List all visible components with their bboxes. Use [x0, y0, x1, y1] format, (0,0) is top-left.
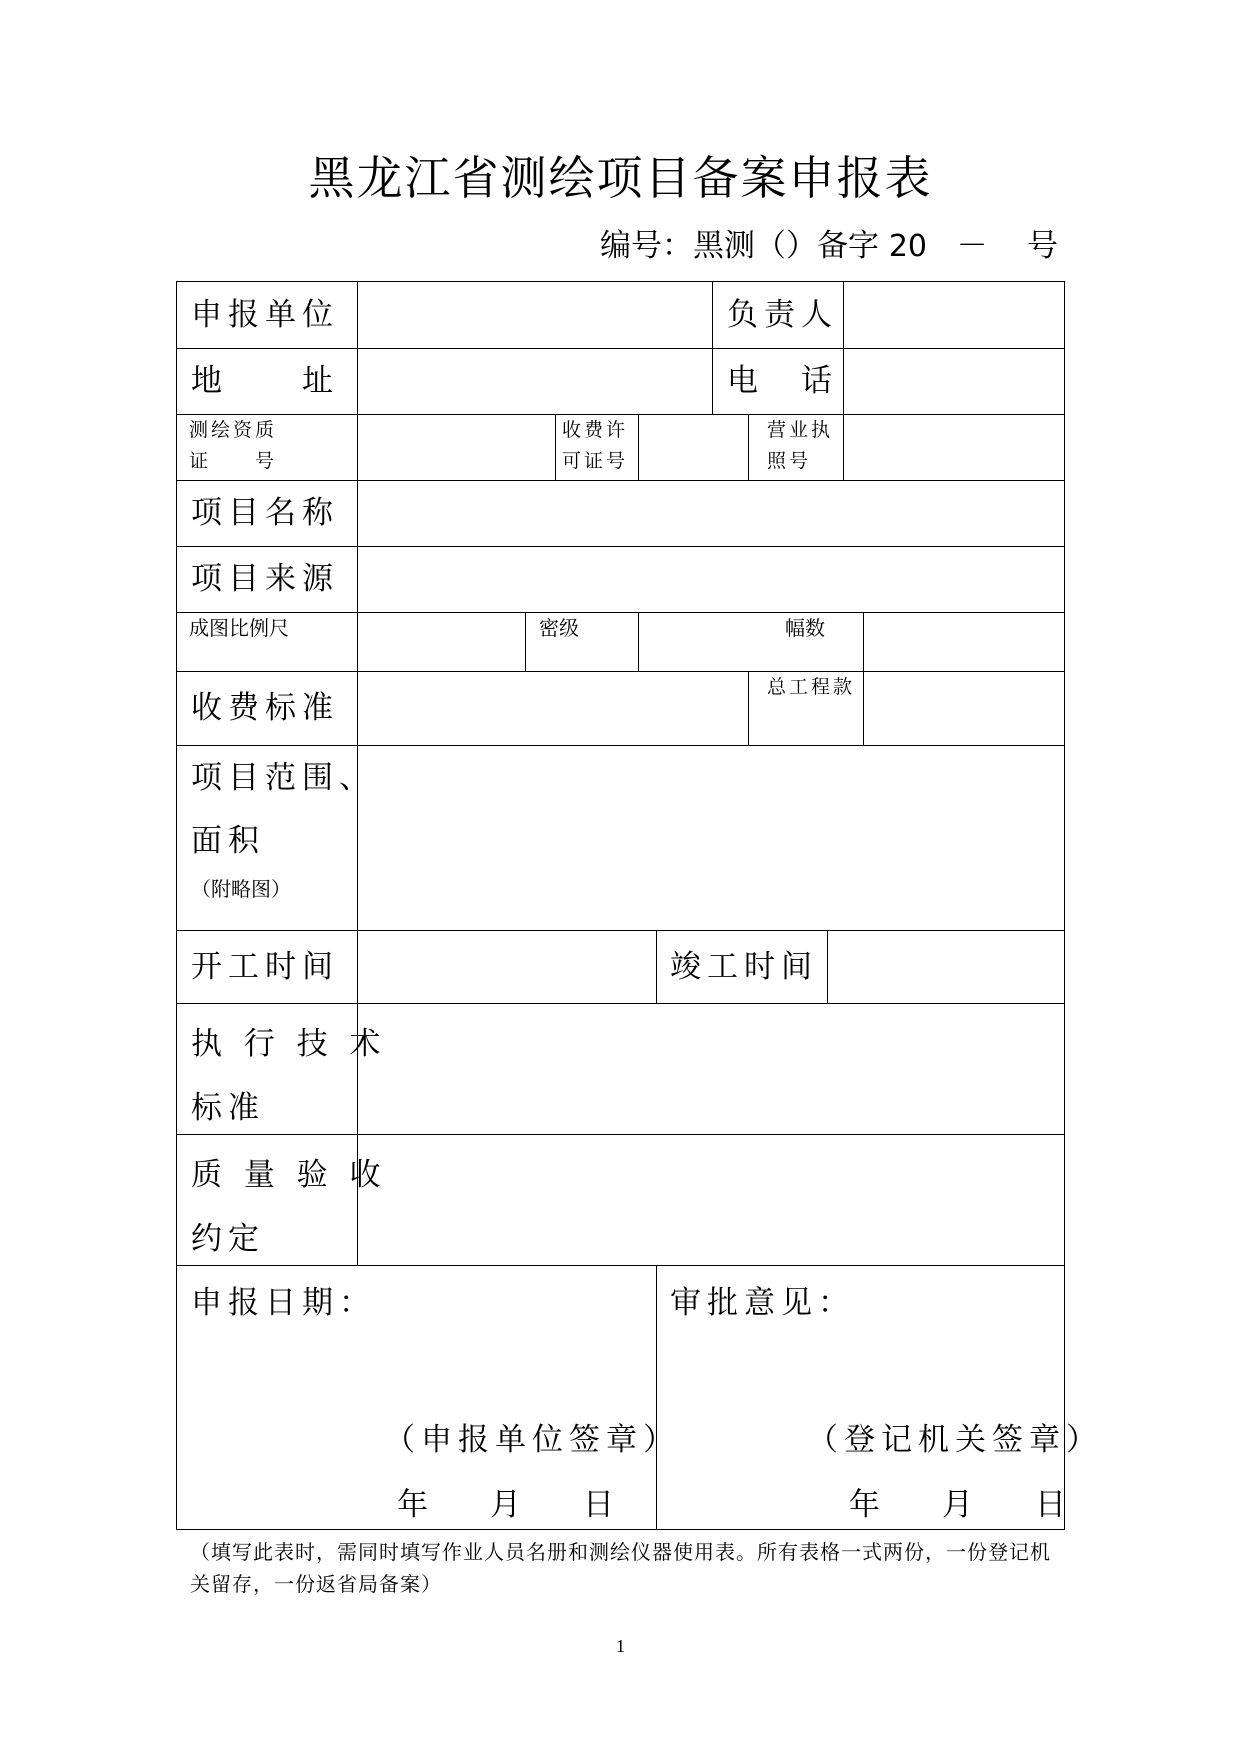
- total-cost-label: 总工程款: [767, 676, 856, 698]
- business-license-label-line2: 照号: [767, 450, 812, 472]
- surveying-cert-label-line2: 证 号: [189, 450, 278, 472]
- business-license-label-line1: 营业执: [767, 419, 834, 441]
- registry-seal-label: （登记机关签章）: [807, 1422, 1103, 1458]
- approval-label: 审批意见：: [670, 1285, 855, 1321]
- document-number-prefix: 编号：黑测（）备字: [599, 228, 879, 264]
- fee-standard-label: 收费标准: [191, 690, 339, 726]
- date-left-label: 年 月 日: [397, 1487, 614, 1523]
- document-number-separator: －: [956, 228, 988, 264]
- project-source-label: 项目来源: [191, 561, 339, 597]
- footer-note: （填写此表时，需同时填写作业人员名册和测绘仪器使用表。所有表格一式两份，一份登记机关留存，一份返省局备案）: [190, 1540, 1051, 1596]
- document-title: 黑龙江省测绘项目备案申报表: [308, 151, 933, 205]
- start-time-label: 开工时间: [191, 949, 339, 985]
- application-form-table: [176, 281, 1103, 1530]
- applicant-unit-label: 申报单位: [191, 297, 339, 333]
- page-number: 1: [616, 1636, 625, 1656]
- quality-label-line1: 质 量 验 收: [191, 1157, 387, 1193]
- responsible-person-label: 负责人: [727, 297, 838, 333]
- surveying-cert-label-line1: 测绘资质: [189, 419, 278, 441]
- tech-standard-label-line2: 标准: [191, 1090, 265, 1126]
- document-number-year: 20: [888, 229, 928, 264]
- fee-permit-label-line1: 收费许: [562, 419, 629, 441]
- end-time-label: 竣工时间: [670, 949, 818, 985]
- address-label: 地 址: [191, 363, 339, 399]
- document-number-line: [600, 226, 1058, 267]
- quality-label-line2: 约定: [191, 1221, 265, 1257]
- apply-date-label: 申报日期：: [191, 1285, 376, 1321]
- scope-label-line1: 项目范围、: [191, 760, 376, 796]
- applicant-seal-label: （申报单位签章）: [384, 1422, 680, 1458]
- document-number-suffix: 号: [1027, 228, 1058, 264]
- scope-label-line2: 面积: [191, 823, 265, 859]
- sheet-count-label: 幅数: [785, 616, 825, 640]
- map-scale-label: 成图比例尺: [189, 616, 289, 640]
- secret-level-label: 密级: [539, 616, 579, 640]
- scope-label-line3: （附略图）: [191, 877, 291, 901]
- fee-permit-label-line2: 可证号: [562, 450, 629, 472]
- tech-standard-label-line1: 执 行 技 术: [191, 1026, 387, 1062]
- project-name-label: 项目名称: [191, 495, 339, 531]
- date-right-label: 年 月 日: [849, 1487, 1066, 1523]
- phone-label: 电 话: [727, 363, 838, 399]
